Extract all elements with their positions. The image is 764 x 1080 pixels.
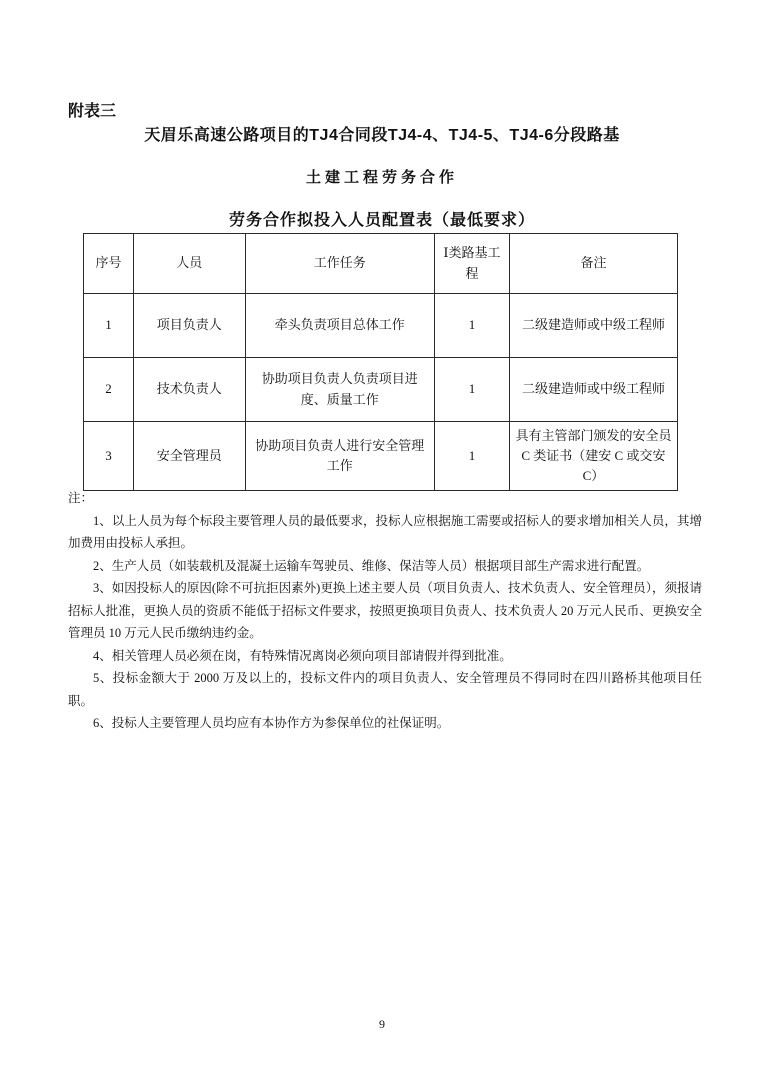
notes-label: 注： — [68, 491, 94, 505]
cell-person: 项目负责人 — [133, 294, 245, 358]
table-caption: 劳务合作拟投入人员配置表（最低要求） — [228, 212, 535, 229]
cell-task: 协助项目负责人负责项目进度、质量工作 — [245, 358, 434, 422]
personnel-config-table — [83, 233, 678, 491]
cell-task: 牵头负责项目总体工作 — [245, 294, 434, 358]
cell-remark: 二级建造师或中级工程师 — [509, 358, 677, 422]
cell-count: 1 — [435, 294, 510, 358]
cell-person: 技术负责人 — [133, 358, 245, 422]
document-title-line1: 天眉乐高速公路项目的TJ4合同段TJ4-4、TJ4-5、TJ4-6分段路基 — [144, 127, 620, 144]
table-header-row — [84, 234, 678, 294]
note-item-3: 3、如因投标人的原因(除不可抗拒因素外)更换上述主要人员（项目负责人、技术负责人、安全管理员），须报请招标人批准，更换人员的资质不能低于招标文件要求，按照更换项目负责人、技术负责人 20 万元人民币、更换安全管理员 10 万元人民币缴纳违约金。 — [68, 581, 702, 640]
note-item-4: 4、相关管理人员必须在岗，有特殊情况离岗必须向项目部请假并得到批准。 — [93, 648, 512, 663]
cell-count: 1 — [435, 358, 510, 422]
note-item-5: 5、投标金额大于 2000 万及以上的，投标文件内的项目负责人、安全管理员不得同时在四川路桥其他项目任职。 — [68, 671, 702, 708]
cell-person: 安全管理员 — [133, 422, 245, 491]
cell-seq: 3 — [84, 422, 134, 491]
header-task: 工作任务 — [245, 234, 434, 294]
title-block — [0, 122, 764, 230]
cell-count: 1 — [435, 422, 510, 491]
appendix-label: 附表三 — [68, 103, 117, 120]
header-seq: 序号 — [84, 234, 134, 294]
document-title-line2: 土建工程劳务合作 — [305, 169, 458, 186]
cell-task: 协助项目负责人进行安全管理工作 — [245, 422, 434, 491]
note-item-6: 6、投标人主要管理人员均应有本协作方为参保单位的社保证明。 — [93, 716, 450, 730]
table-row — [84, 422, 678, 491]
header-roadbed-class: Ⅰ类路基工程 — [435, 234, 510, 294]
cell-remark: 二级建造师或中级工程师 — [509, 294, 677, 358]
cell-seq: 2 — [84, 358, 134, 422]
cell-remark: 具有主管部门颁发的安全员 C 类证书（建安 C 或交安 C） — [509, 422, 677, 491]
table-row — [84, 294, 678, 358]
note-item-2: 2、生产人员（如装载机及混凝土运输车驾驶员、维修、保洁等人员）根据项目部生产需求进行配置。 — [93, 558, 650, 573]
notes-section — [68, 487, 702, 735]
note-item-1: 1、以上人员为每个标段主要管理人员的最低要求，投标人应根据施工需要或招标人的要求增加相关人员，其增加费用由投标人承担。 — [68, 513, 702, 550]
header-remark: 备注 — [509, 234, 677, 294]
page-number: 9 — [379, 1017, 385, 1031]
header-person: 人员 — [133, 234, 245, 294]
table-row — [84, 358, 678, 422]
cell-seq: 1 — [84, 294, 134, 358]
